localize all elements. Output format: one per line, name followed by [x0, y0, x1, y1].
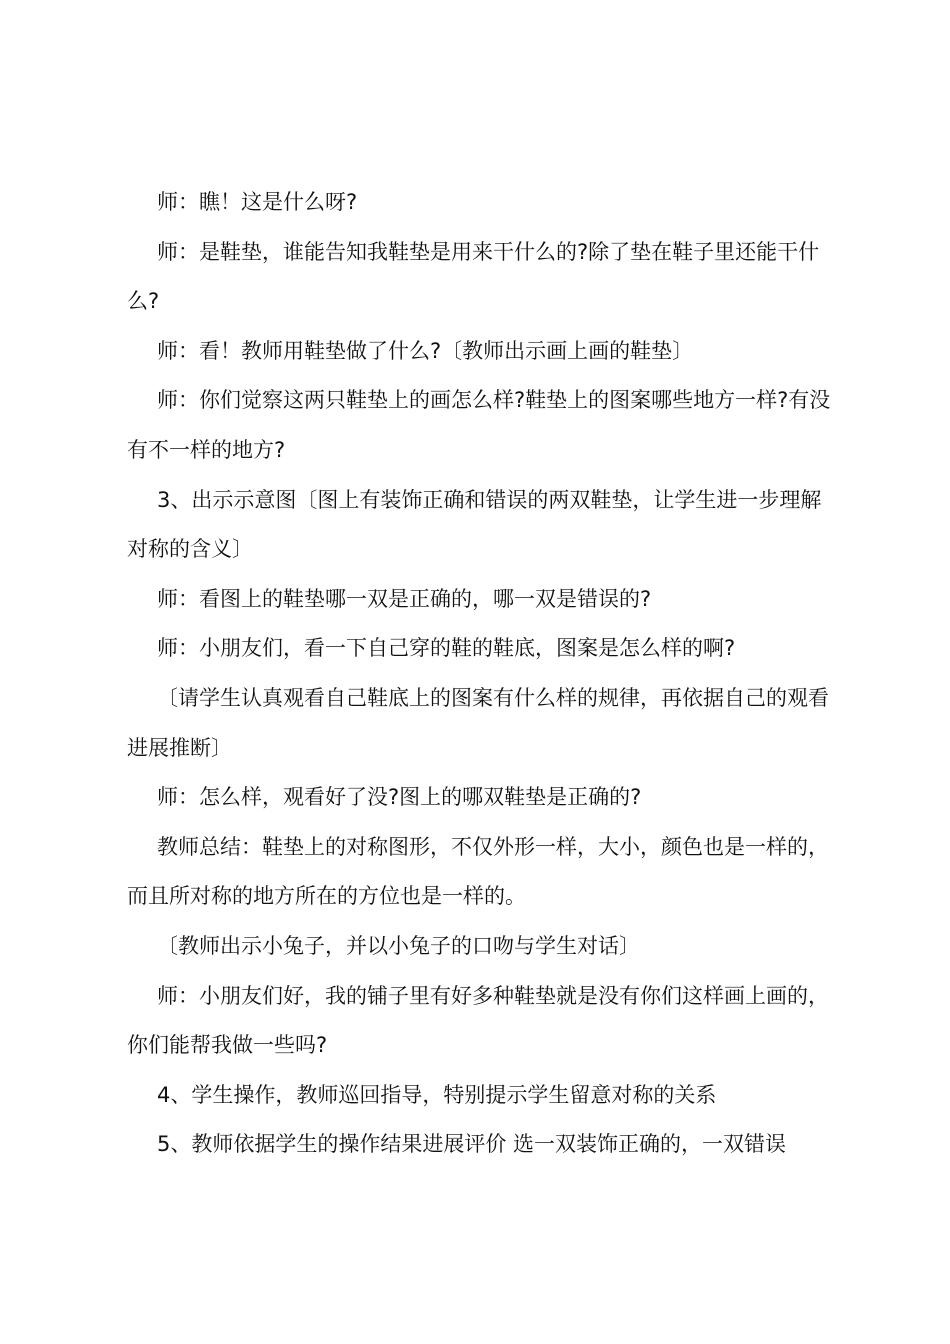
paragraph: 师：你们觉察这两只鞋垫上的画怎么样?鞋垫上的图案哪些地方一样?有没有不一样的地方? [127, 388, 831, 462]
paragraph: 教师总结：鞋垫上的对称图形，不仅外形一样，大小，颜色也是一样的，而且所对称的地方所在的方位也是一样的。 [127, 834, 829, 909]
paragraph: 〔请学生认真观看自己鞋底上的图案有什么样的规律，再依据自己的观看进展推断〕 [127, 685, 829, 760]
paragraph: 师：怎么样，观看好了没?图上的哪双鞋垫是正确的? [157, 785, 642, 810]
paragraph: 师：小朋友们，看一下自己穿的鞋的鞋底，图案是怎么样的啊? [157, 636, 736, 661]
paragraph: 师：瞧！这是什么呀? [157, 190, 358, 214]
paragraph: 〔教师出示小兔子，并以小兔子的口吻与学生对话〕 [157, 933, 640, 958]
paragraph: 师：是鞋垫，谁能告知我鞋垫是用来干什么的?除了垫在鞋子里还能干什么? [127, 239, 820, 314]
paragraph: 3、出示示意图〔图上有装饰正确和错误的两双鞋垫，让学生进一步理解对称的含义〕 [127, 487, 822, 562]
paragraph: 4、学生操作，教师巡回指导，特别提示学生留意对称的关系 [157, 1082, 717, 1107]
document-body [127, 178, 833, 1170]
paragraph: 师：看！教师用鞋垫做了什么?〔教师出示画上画的鞋垫〕 [157, 338, 694, 363]
paragraph: 5、教师依据学生的操作结果进展评价 选一双装饰正确的，一双错误 [157, 1132, 787, 1157]
paragraph: 师：小朋友们好，我的铺子里有好多种鞋垫就是没有你们这样画上画的，你们能帮我做一些吗? [127, 983, 829, 1058]
paragraph: 师：看图上的鞋垫哪一双是正确的，哪一双是错误的? [157, 586, 652, 611]
